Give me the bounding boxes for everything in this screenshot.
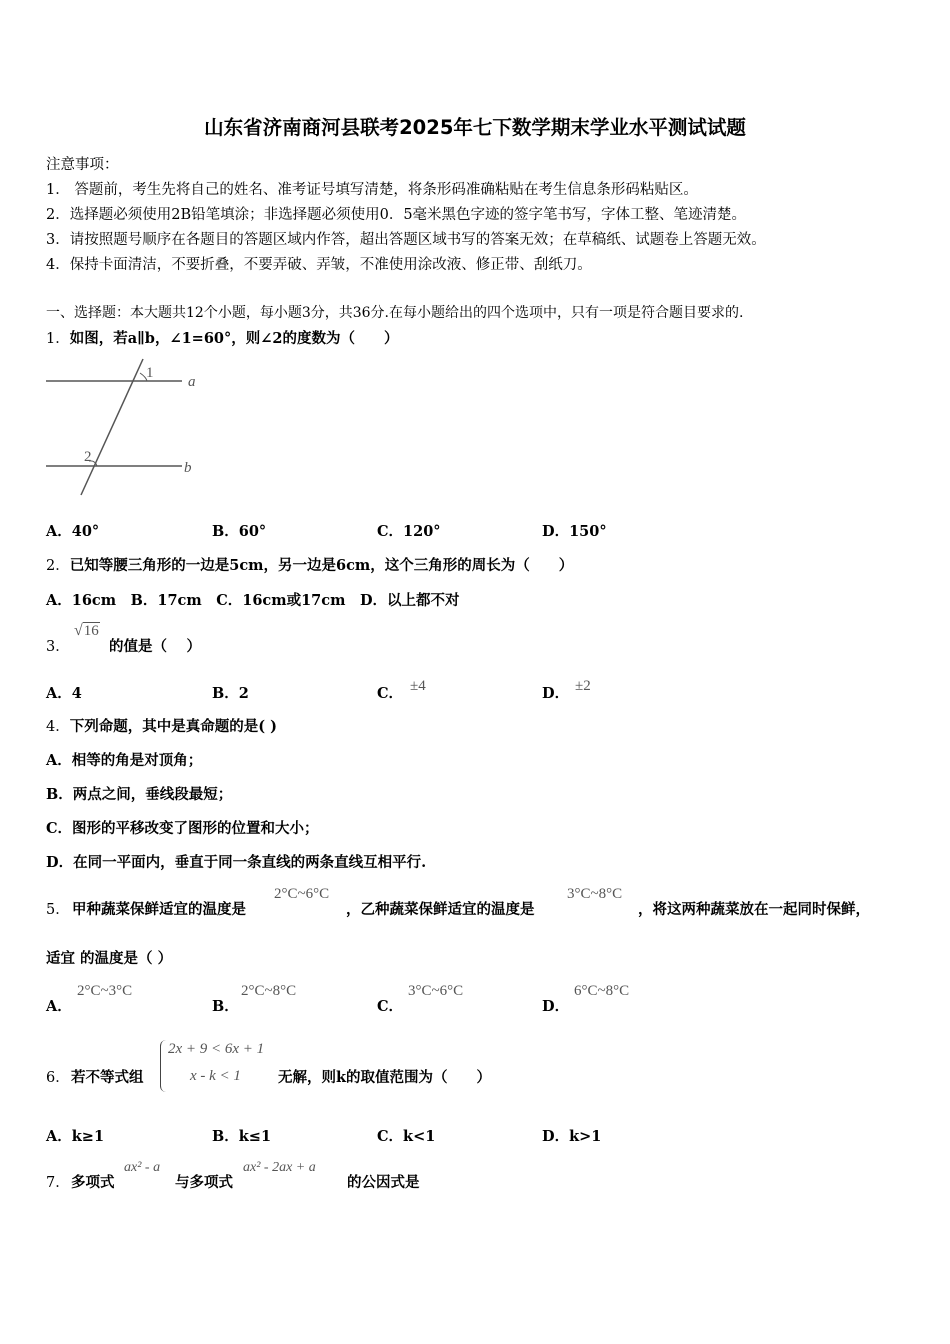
question-text: 的公因式是: [347, 1174, 420, 1191]
option-a-value: 2°C~3°C: [77, 983, 133, 999]
option-b[interactable]: B．2: [212, 685, 249, 702]
option-d[interactable]: D．在同一平面内，垂直于同一条直线的两条直线互相平行.: [46, 854, 427, 871]
question-text: 与多项式: [175, 1174, 233, 1191]
temperature-range: 3°C~8°C: [567, 886, 623, 902]
temperature-range: 2°C~6°C: [274, 886, 330, 902]
option-a[interactable]: A．40°: [46, 523, 100, 540]
question-2: [46, 554, 573, 575]
inequality-2: x - k < 1: [190, 1068, 241, 1084]
option-b-value: 2°C~8°C: [241, 983, 297, 999]
note-item: 1． 答题前，考生先将自己的姓名、准考证号填写清楚，将条形码准确粘贴在考生信息条形码粘贴区。: [46, 182, 698, 198]
question-text: 甲种蔬菜保鲜适宜的温度是: [72, 901, 246, 918]
question-text: 若不等式组: [71, 1069, 144, 1086]
option-c[interactable]: C．k<1: [377, 1128, 436, 1145]
notes-heading: 注意事项：: [46, 157, 119, 173]
option-c-value: 3°C~6°C: [408, 983, 464, 999]
question-text: 无解，则k的取值范围为（ ）: [278, 1069, 492, 1086]
question-6-number: 6．: [46, 1070, 70, 1086]
question-text: 的值是（ ）: [109, 638, 202, 655]
inequality-1: 2x + 9 < 6x + 1: [168, 1041, 265, 1057]
options-line[interactable]: A．16cm B．17cm C．16cm或17cm D．以上都不对: [46, 592, 460, 609]
note-item: 4．保持卡面清洁，不要折叠，不要弄破、弄皱，不准使用涂改液、修正带、刮纸刀。: [46, 257, 592, 273]
option-d-value: 6°C~8°C: [574, 983, 630, 999]
note-item: 3．请按照题号顺序在各题目的答题区域内作答，超出答题区域书写的答案无效；在草稿纸、试题卷上答题无效。: [46, 232, 766, 248]
option-d[interactable]: D．k>1: [542, 1128, 602, 1145]
angle-2-label: 2: [84, 449, 92, 465]
option-b[interactable]: B．两点之间，垂线段最短；: [46, 786, 233, 803]
option-c[interactable]: C．: [377, 685, 404, 702]
note-item: 2．选择题必须使用2B铅笔填涂；非选择题必须使用0．5毫米黑色字迹的签字笔书写，字体工整、笔迹清楚。: [46, 207, 747, 223]
question-text: 多项式: [71, 1174, 115, 1191]
angle-1-label: 1: [146, 365, 154, 381]
question-number: 4．: [46, 719, 70, 735]
question-text: ，将这两种蔬菜放在一起同时保鲜，: [638, 901, 870, 918]
system-brace: [160, 1040, 167, 1092]
option-a[interactable]: A．相等的角是对顶角；: [46, 752, 203, 769]
line-a-label: a: [188, 374, 196, 390]
option-b[interactable]: B．: [212, 998, 239, 1015]
polynomial-2: ax² - 2ax + a: [243, 1160, 316, 1175]
question-text: 下列命题，其中是真命题的是( ): [69, 718, 278, 735]
option-d[interactable]: D．150°: [542, 523, 607, 540]
option-b[interactable]: B．60°: [212, 523, 267, 540]
sqrt-expression: √16: [74, 622, 99, 639]
question-number: 1．: [46, 331, 70, 347]
option-a[interactable]: A．k≥1: [46, 1128, 105, 1145]
option-a[interactable]: A．4: [46, 685, 82, 702]
question-text: 适宜 的温度是（ ）: [46, 950, 173, 967]
question-7-number: 7．: [46, 1175, 70, 1191]
question-text: ，乙种蔬菜保鲜适宜的温度是: [346, 901, 535, 918]
option-c-value: ±4: [410, 678, 426, 694]
option-b[interactable]: B．k≤1: [212, 1128, 272, 1145]
option-d[interactable]: D．: [542, 685, 570, 702]
question-4: [46, 715, 277, 736]
line-b-label: b: [184, 460, 192, 476]
question-3-number: 3．: [46, 639, 70, 655]
section-heading: 一、选择题：本大题共12个小题，每小题3分，共36分.在每小题给出的四个选项中，只有一项是符合题目要求的.: [46, 305, 744, 321]
parallel-lines-figure: [42, 355, 202, 500]
option-d[interactable]: D．: [542, 998, 570, 1015]
question-1: [46, 327, 399, 348]
question-text: 如图，若a∥b，∠1=60°，则∠2的度数为（ ）: [69, 330, 399, 347]
polynomial-1: ax² - a: [124, 1160, 161, 1175]
page-title: 山东省济南商河县联考2025年七下数学期末学业水平测试试题: [204, 116, 746, 139]
option-a[interactable]: A．: [46, 998, 72, 1015]
option-d-value: ±2: [575, 678, 591, 694]
question-text: 已知等腰三角形的一边是5cm，另一边是6cm，这个三角形的周长为（ ）: [69, 557, 574, 574]
option-c[interactable]: C．: [377, 998, 404, 1015]
option-c[interactable]: C．120°: [377, 523, 441, 540]
question-number: 2．: [46, 558, 70, 574]
question-5-number: 5．: [46, 902, 70, 918]
option-c[interactable]: C．图形的平移改变了图形的位置和大小；: [46, 820, 319, 837]
